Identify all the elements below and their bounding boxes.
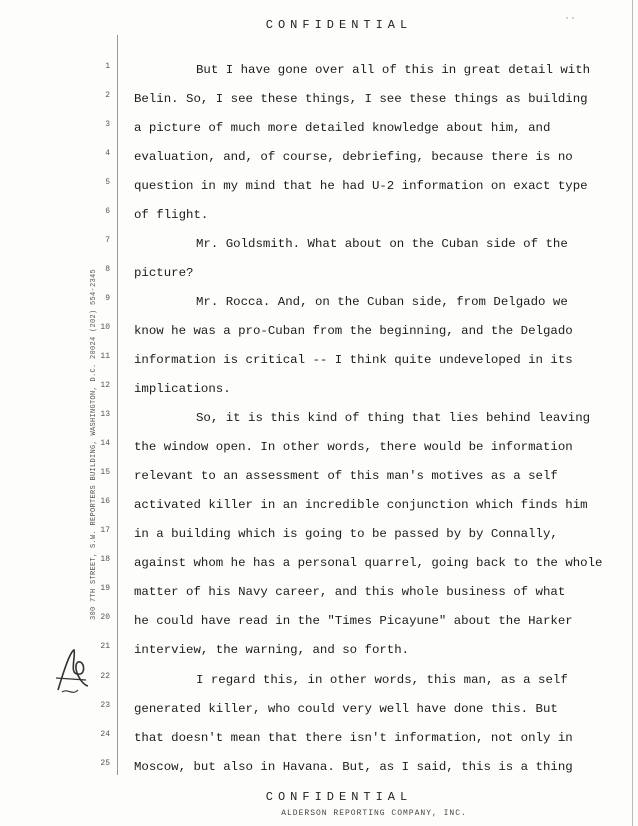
line-text: I regard this, in other words, this man, as a self [196,673,568,687]
transcript-line [0,408,638,428]
transcript-line [0,466,638,486]
line-text: evaluation, and, of course, debriefing, because there is no [134,150,573,164]
line-number: 9 [105,294,110,303]
line-text: activated killer in an incredible conjunction which finds him [134,498,588,512]
line-text: picture? [134,266,194,280]
line-text: of flight. [134,208,209,222]
transcript-line [0,524,638,544]
line-text: a picture of much more detailed knowledge about him, and [134,121,551,135]
confidential-footer: CONFIDENTIAL [265,790,413,804]
transcript-line [0,670,638,690]
line-number: 22 [100,672,110,681]
line-number: 19 [100,584,110,593]
transcript-line [0,757,638,777]
line-number: 24 [100,730,110,739]
line-text: that doesn't mean that there isn't information, not only in [134,731,573,745]
transcript-line [0,379,638,399]
transcript-line [0,495,638,515]
line-number: 25 [100,759,110,768]
transcript-line [0,147,638,167]
transcript-line [0,118,638,138]
line-text: against whom he has a personal quarrel, going back to the whole [134,556,603,570]
line-number: 1 [105,62,110,71]
line-text: interview, the warning, and so forth. [134,643,410,657]
corner-mark: ˙˙ [564,18,577,29]
line-number: 13 [100,410,110,419]
line-number: 17 [100,526,110,535]
line-number: 2 [105,91,110,100]
line-number: 10 [100,323,110,332]
transcript-line [0,205,638,225]
line-text: know he was a pro-Cuban from the beginning, and the Delgado [134,324,573,338]
line-text: Moscow, but also in Havana. But, as I said, this is a thing [134,760,573,774]
transcript-line [0,640,638,660]
line-text: generated killer, who could very well have done this. But [134,702,558,716]
line-number: 4 [105,149,110,158]
line-text: matter of his Navy career, and this whole business of what [134,585,566,599]
transcript-line [0,437,638,457]
transcript-line [0,292,638,312]
transcript-line [0,611,638,631]
transcript-line [0,553,638,573]
transcript-line [0,234,638,254]
transcript-line [0,60,638,80]
transcript-line [0,263,638,283]
line-number: 21 [100,642,110,651]
reporter-stamp: 300 7TH STREET, S.W. REPORTERS BUILDING, WASHINGTON, D.C. 20024 (202) 554-2345 [90,268,98,620]
line-number: 6 [105,207,110,216]
reporting-company: ALDERSON REPORTING COMPANY, INC. [281,809,467,818]
left-margin-rule [117,35,118,775]
line-text: the window open. In other words, there would be information [134,440,573,454]
transcript-line [0,728,638,748]
transcript-line [0,350,638,370]
transcript-line [0,699,638,719]
transcript-line [0,176,638,196]
line-number: 11 [100,352,110,361]
line-text: in a building which is going to be passed by by Connally, [134,527,558,541]
line-number: 18 [100,555,110,564]
line-number: 3 [105,120,110,129]
line-number: 15 [100,468,110,477]
line-text: Mr. Goldsmith. What about on the Cuban side of the [196,237,568,251]
line-text: implications. [134,382,231,396]
line-number: 14 [100,439,110,448]
transcript-line [0,582,638,602]
line-number: 20 [100,613,110,622]
line-number: 23 [100,701,110,710]
line-text: So, it is this kind of thing that lies behind leaving [196,411,591,425]
confidential-header: CONFIDENTIAL [265,18,413,32]
line-number: 12 [100,381,110,390]
line-number: 5 [105,178,110,187]
line-number: 8 [105,265,110,274]
line-number: 7 [105,236,110,245]
line-text: Belin. So, I see these things, I see these things as building [134,92,588,106]
transcript-line [0,89,638,109]
line-number: 16 [100,497,110,506]
line-text: information is critical -- I think quite undeveloped in its [134,353,573,367]
line-text: question in my mind that he had U-2 information on exact type [134,179,588,193]
line-text: Mr. Rocca. And, on the Cuban side, from Delgado we [196,295,568,309]
line-text: relevant to an assessment of this man's motives as a self [134,469,558,483]
transcript-line [0,321,638,341]
line-text: But I have gone over all of this in great detail with [196,63,591,77]
line-text: he could have read in the "Times Picayune" about the Harker [134,614,573,628]
